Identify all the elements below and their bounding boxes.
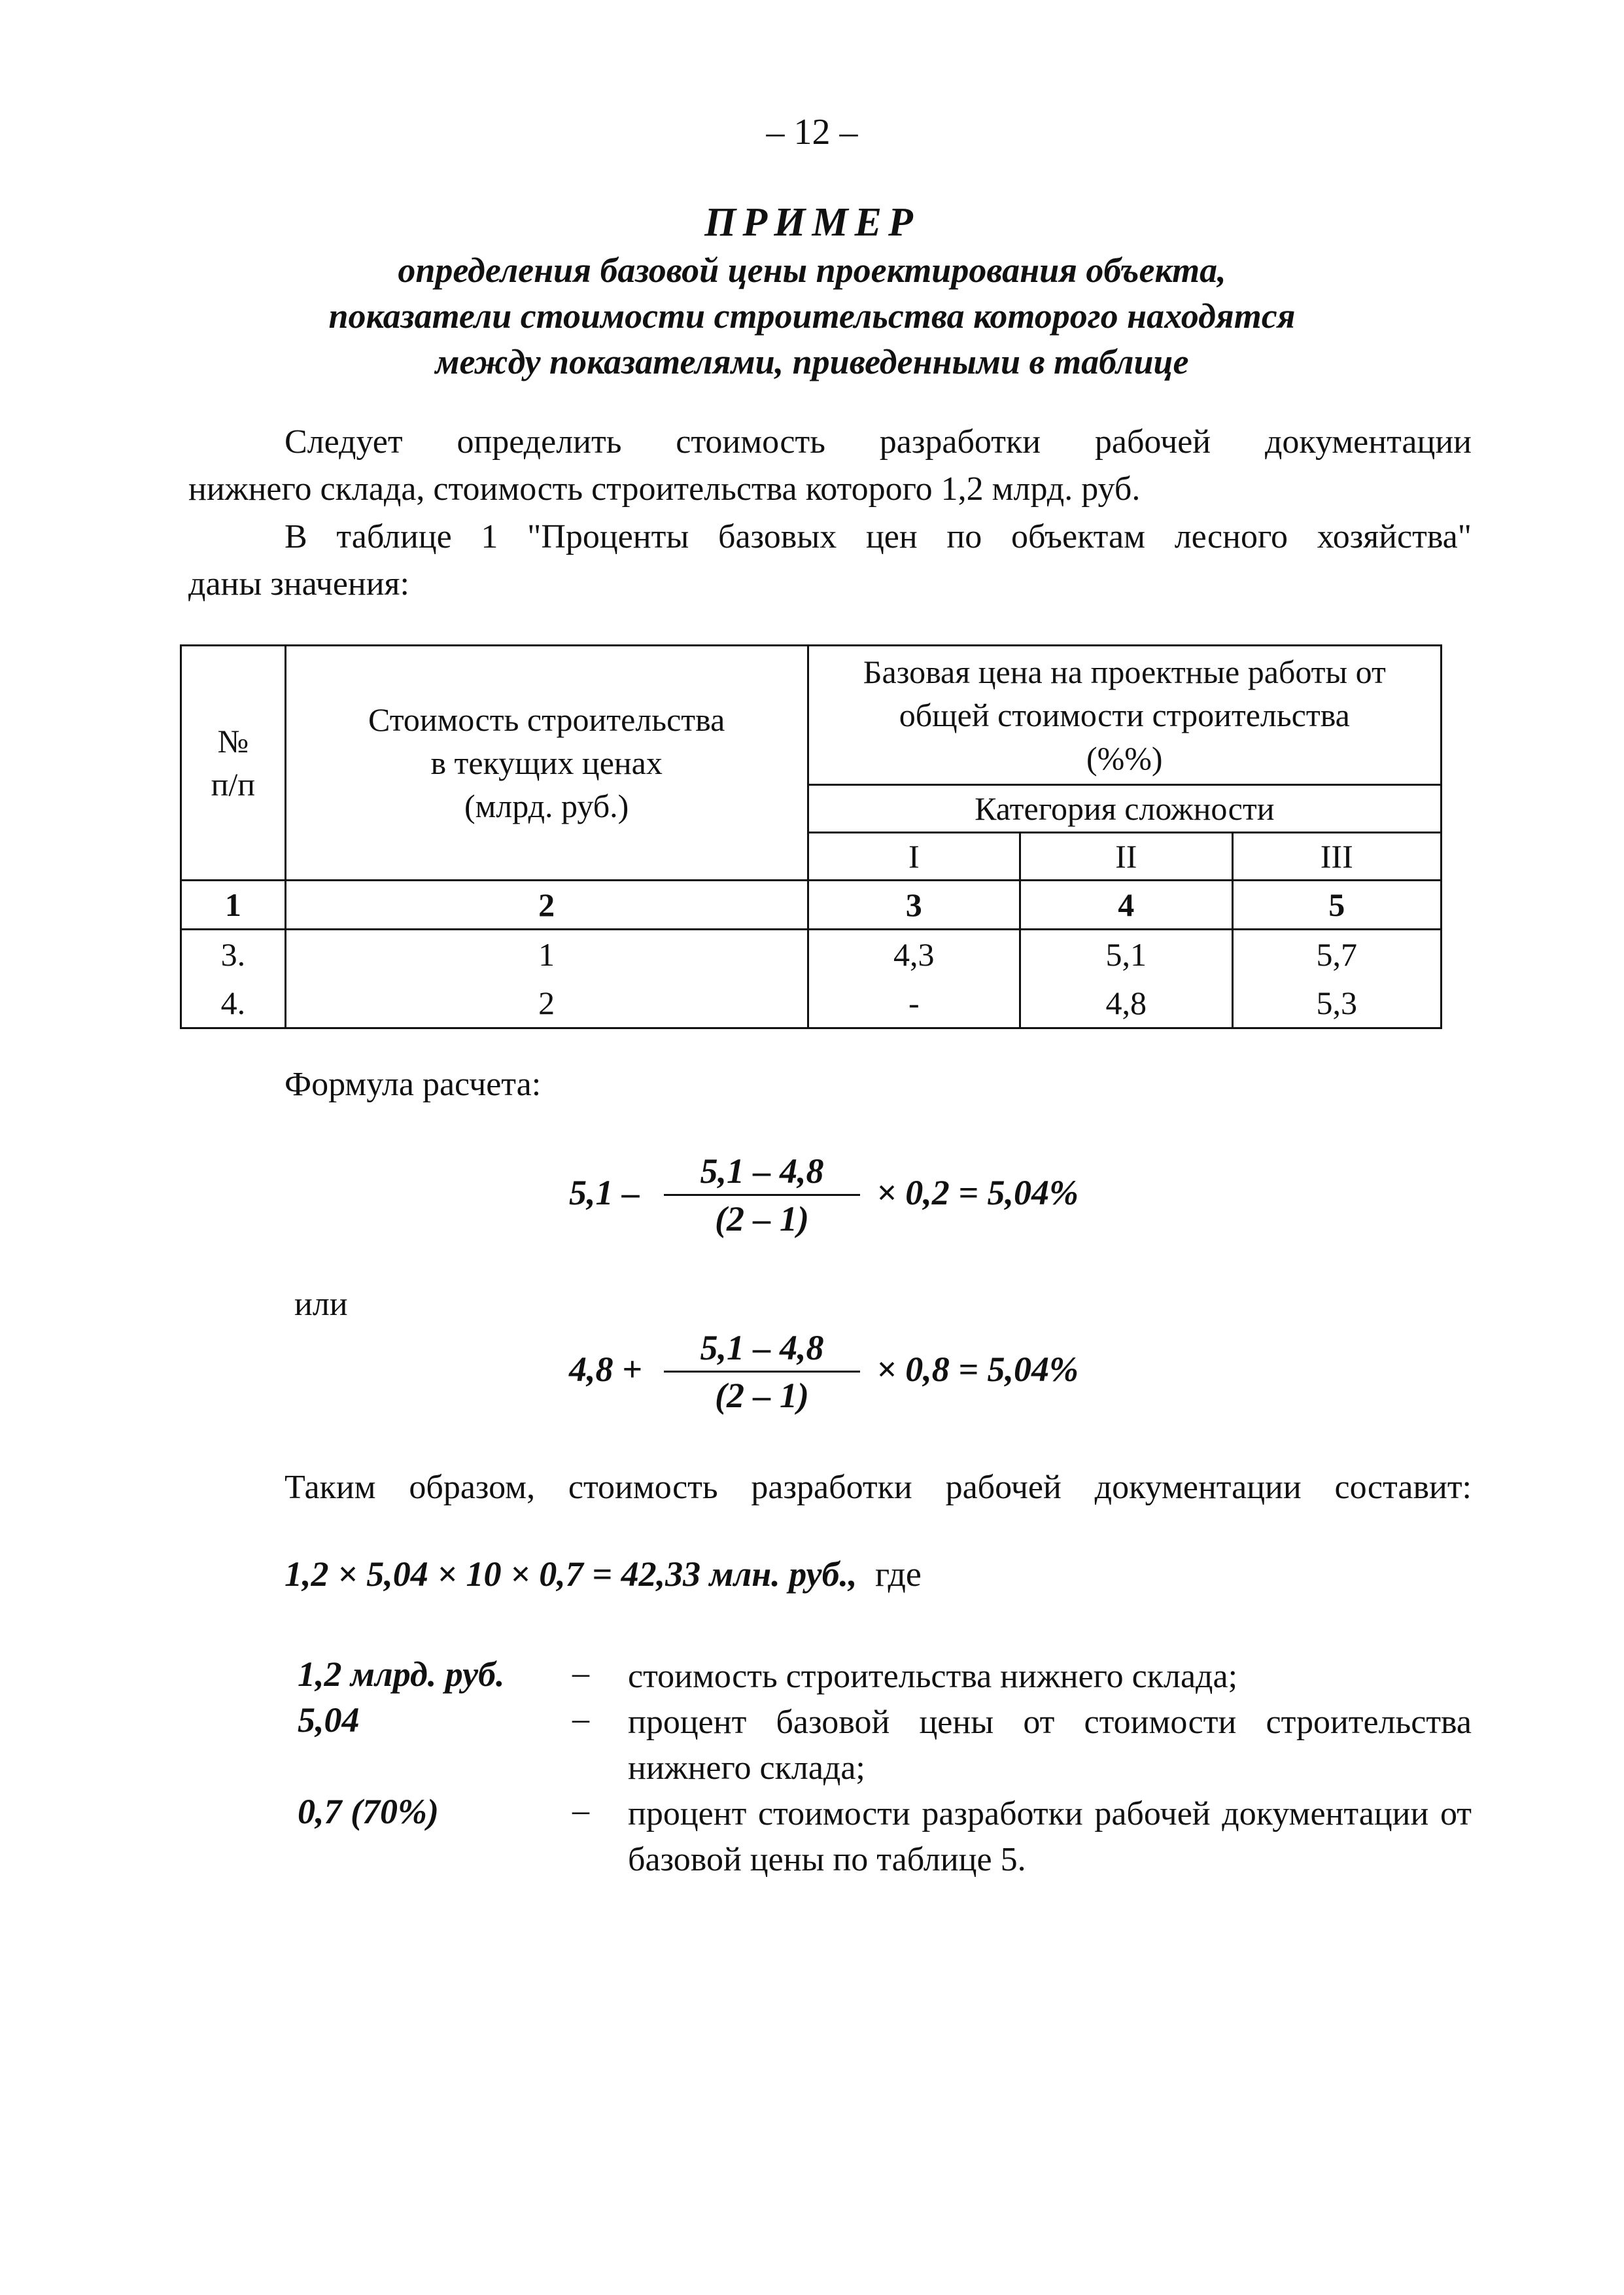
legend-desc-1: стоимость строительства нижнего склада; [628,1658,1238,1695]
formula-2-fraction [664,1325,860,1418]
intro-paragraph-2-line-2: даны значения: [188,565,409,603]
intro-paragraph-1-line-2: нижнего склада, стоимость строительства которого 1,2 млрд. руб. [188,470,1141,508]
legend-term-3: 0,7 (70%) [298,1792,439,1831]
result-expression: 1,2 × 5,04 × 10 × 0,7 = 42,33 млн. руб., [285,1554,857,1594]
legend-desc-3: процент стоимости разработки рабочей документации от базовой цены по таблице 5. [628,1795,1472,1878]
subtitle-line-2: показатели стоимости строительства которого находятся [328,296,1296,336]
result-suffix: где [874,1554,922,1594]
cell-cat-2: 5,1 [1020,930,1232,979]
cell-cat-2: 4,8 [1020,979,1232,1028]
cell-cost: 2 [285,979,808,1028]
column-number: 2 [285,881,808,930]
header-base-price: Базовая цена на проектные работы от общей стоимости строительства (%%) [808,646,1441,785]
formula-1-denominator: (2 – 1) [715,1199,809,1238]
cell-no: 3. [181,930,286,979]
subtitle-line-3: между показателями, приведенными в таблице [435,342,1189,381]
result-line [285,1554,922,1594]
legend-dash-1: – [572,1655,589,1692]
formula-2-left: 4,8 + [569,1350,642,1389]
table-row [181,979,1442,1028]
formula-2-right: × 0,8 = 5,04% [876,1350,1079,1389]
intro-paragraph-2-line-1: В таблице 1 "Проценты базовых цен по объектам лесного хозяйства" [285,518,1472,555]
cell-cat-3: 5,3 [1232,979,1442,1028]
table-row [181,930,1442,979]
formula-1-right: × 0,2 = 5,04% [876,1173,1079,1212]
legend-dash-3: – [572,1792,589,1829]
column-number: 5 [1232,881,1442,930]
page-title: ПРИМЕР [704,200,920,245]
rates-table [180,644,1442,1029]
legend-dash-2: – [572,1700,589,1738]
formula-1-numerator: 5,1 – 4,8 [700,1151,824,1191]
formula-1-fraction [664,1148,860,1242]
column-number: 1 [181,881,286,930]
legend-desc-2: процент базовой цены от стоимости строительства нижнего склада; [628,1704,1472,1787]
conclusion-text: Таким образом, стоимость разработки рабочей документации составит: [285,1469,1472,1506]
header-cost: Стоимость строительства в текущих ценах (млрд. руб.) [285,646,808,881]
column-number: 3 [808,881,1020,930]
category-2: II [1020,833,1232,881]
cell-no: 4. [181,979,286,1028]
formula-label: Формула расчета: [285,1066,542,1103]
cell-cat-1: - [808,979,1020,1028]
header-no: № п/п [181,646,286,881]
cell-cat-3: 5,7 [1232,930,1442,979]
header-category: Категория сложности [808,785,1441,833]
or-label: или [294,1286,348,1323]
cell-cat-1: 4,3 [808,930,1020,979]
column-number: 4 [1020,881,1232,930]
category-1: I [808,833,1020,881]
page-number: – 12 – [766,112,858,152]
subtitle-line-1: определения базовой цены проектирования объекта, [398,251,1226,290]
formula-2-numerator: 5,1 – 4,8 [700,1328,824,1367]
legend-term-1: 1,2 млрд. руб. [298,1655,505,1694]
formula-2-denominator: (2 – 1) [715,1376,809,1415]
category-3: III [1232,833,1442,881]
legend-term-2: 5,04 [298,1700,360,1740]
cell-cost: 1 [285,930,808,979]
formula-1-left: 5,1 – [569,1173,640,1212]
intro-paragraph-1-line-1: Следует определить стоимость разработки рабочей документации [285,423,1472,461]
